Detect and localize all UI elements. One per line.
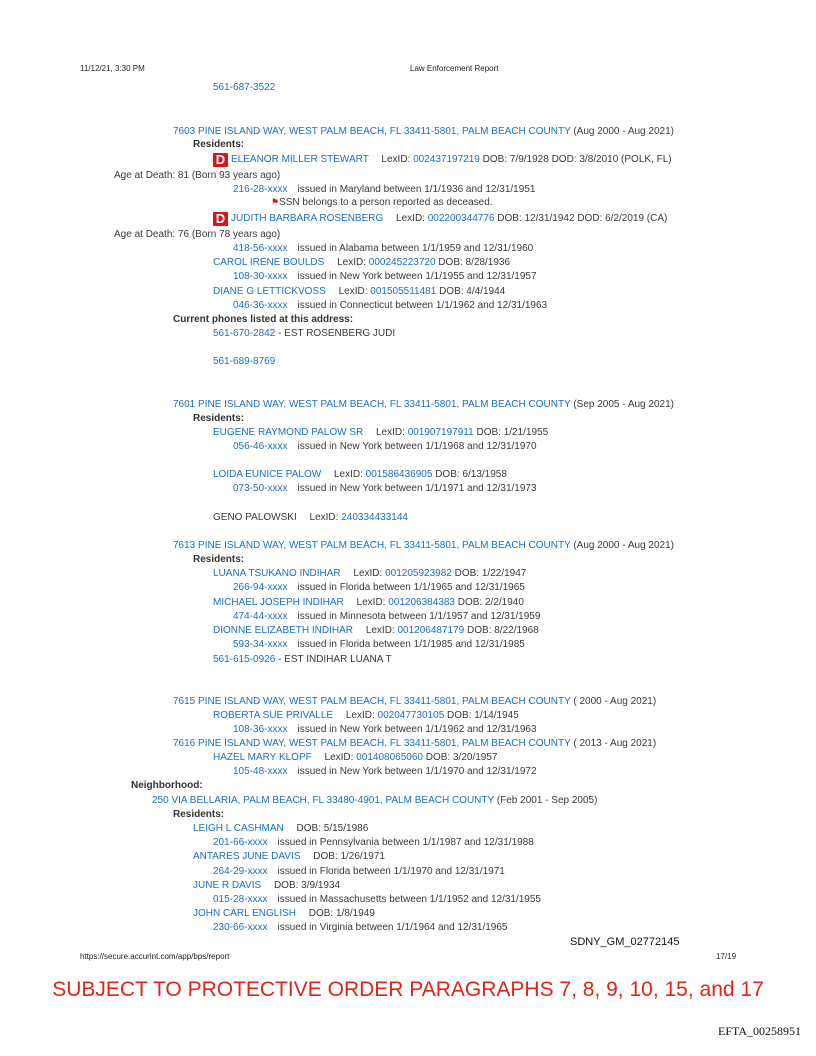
efta-number: EFTA_00258951 xyxy=(718,1024,802,1038)
ssn-info: issued in Alabama between 1/1/1959 and 12/31/1960 xyxy=(297,243,534,254)
ssn-row xyxy=(213,922,507,933)
lexid-link[interactable]: 001206384383 xyxy=(388,597,455,608)
lexid-link[interactable]: 001206487179 xyxy=(397,625,465,636)
resident-row xyxy=(193,851,385,862)
ssn-link[interactable]: 266-94-xxxx xyxy=(233,582,288,593)
ssn-link[interactable]: 056-46-xxxx xyxy=(233,441,288,452)
deceased-note: SSN belongs to a person reported as deceased. xyxy=(279,197,493,208)
ssn-row xyxy=(213,866,505,877)
lexid-label: LexID: xyxy=(337,257,367,268)
ssn-info: issued in New York between 1/1/1968 and 12/31/1970 xyxy=(297,441,537,452)
ssn-link[interactable]: 108-30-xxxx xyxy=(233,271,288,282)
dob: DOB: 1/8/1949 xyxy=(308,908,375,919)
address-dates: (Sep 2005 - Aug 2021) xyxy=(573,399,674,410)
red-flag-icon: ⚑ xyxy=(271,197,280,207)
residents-label: Residents: xyxy=(193,413,245,424)
ssn-row xyxy=(233,300,547,311)
ssn-link[interactable]: 216-28-xxxx xyxy=(233,184,288,195)
lexid-label: LexID: xyxy=(338,286,368,297)
resident-name-link[interactable]: MICHAEL JOSEPH INDIHAR xyxy=(213,597,344,608)
dob: DOB: 6/13/1958 xyxy=(435,469,507,480)
resident-row xyxy=(193,908,375,919)
ssn-row xyxy=(233,766,537,777)
dob: DOB: 1/22/1947 xyxy=(454,568,527,579)
resident-name-link[interactable]: LEIGH L CASHMAN xyxy=(193,823,284,834)
ssn-link[interactable]: 593-34-xxxx xyxy=(233,639,288,650)
dob: DOB: 1/21/1955 xyxy=(476,427,549,438)
ssn-link[interactable]: 264-29-xxxx xyxy=(213,866,268,877)
resident-name-link[interactable]: ELEANOR MILLER STEWART xyxy=(231,154,369,165)
resident-name-link[interactable]: DIONNE ELIZABETH INDIHAR xyxy=(213,625,354,636)
dob: DOB: 3/20/1957 xyxy=(425,752,498,763)
resident-row xyxy=(193,880,340,891)
resident-name-link[interactable]: CAROL IRENE BOULDS xyxy=(213,257,325,268)
dob: DOB: 4/4/1944 xyxy=(439,286,506,297)
address-link[interactable]: 7616 PINE ISLAND WAY, WEST PALM BEACH, FL 33411-5801, PALM BEACH COUNTY xyxy=(173,738,571,749)
resident-row xyxy=(213,710,519,721)
ssn-link[interactable]: 046-36-xxxx xyxy=(233,300,288,311)
residents-label: Residents: xyxy=(193,554,245,565)
protective-order-notice: SUBJECT TO PROTECTIVE ORDER PARAGRAPHS 7, 8, 9, 10, 15, and 17 xyxy=(52,978,764,1001)
ssn-link[interactable]: 230-66-xxxx xyxy=(213,922,268,933)
ssn-link[interactable]: 418-56-xxxx xyxy=(233,243,288,254)
resident-row xyxy=(213,153,672,167)
resident-row xyxy=(213,212,667,226)
dob: DOB: 5/15/1986 xyxy=(296,823,369,834)
lexid-link[interactable]: 000245223720 xyxy=(368,257,436,268)
resident-row xyxy=(193,823,368,834)
address-block xyxy=(173,738,656,749)
address-link[interactable]: 7603 PINE ISLAND WAY, WEST PALM BEACH, FL 33411-5801, PALM BEACH COUNTY xyxy=(173,126,571,137)
resident-name-link[interactable]: DIANE G LETTICKVOSS xyxy=(213,286,326,297)
ssn-info: issued in Florida between 1/1/1985 and 12/31/1985 xyxy=(297,639,525,650)
print-datetime: 11/12/21, 3:30 PM xyxy=(80,64,145,73)
address-block xyxy=(152,795,597,806)
address-block xyxy=(173,540,674,551)
resident-row xyxy=(213,469,507,480)
lexid-link[interactable]: 002047730105 xyxy=(377,710,445,721)
lexid-label: LexID: xyxy=(365,625,395,636)
dob-dod: DOB: 12/31/1942 DOD: 6/2/2019 (CA) xyxy=(497,213,668,224)
ssn-row xyxy=(233,483,537,494)
report-title: Law Enforcement Report xyxy=(410,64,499,73)
address-link[interactable]: 7601 PINE ISLAND WAY, WEST PALM BEACH, FL 33411-5801, PALM BEACH COUNTY xyxy=(173,399,571,410)
lexid-label: LexID: xyxy=(376,427,405,438)
resident-row xyxy=(213,625,539,636)
ssn-row xyxy=(233,243,533,254)
resident-row xyxy=(213,427,548,438)
ssn-link[interactable]: 105-48-xxxx xyxy=(233,766,288,777)
ssn-row xyxy=(213,894,541,905)
ssn-row xyxy=(213,837,534,848)
lexid-link[interactable]: 002437197219 xyxy=(413,154,480,165)
resident-row xyxy=(213,512,408,523)
lexid-link[interactable]: 240334433144 xyxy=(341,512,408,523)
phone-link[interactable]: 561-670-2842 xyxy=(213,328,276,339)
address-link[interactable]: 7613 PINE ISLAND WAY, WEST PALM BEACH, FL 33411-5801, PALM BEACH COUNTY xyxy=(173,540,571,551)
ssn-info: issued in Maryland between 1/1/1936 and 12/31/1951 xyxy=(297,184,536,195)
lexid-link[interactable]: 001907197911 xyxy=(407,427,474,438)
phone-owner: - EST ROSENBERG JUDI xyxy=(275,328,396,339)
ssn-link[interactable]: 015-28-xxxx xyxy=(213,894,268,905)
resident-name-link[interactable]: EUGENE RAYMOND PALOW SR xyxy=(213,427,364,438)
phone-link[interactable]: 561-687-3522 xyxy=(213,82,276,93)
dob: DOB: 1/14/1945 xyxy=(447,710,519,721)
resident-name-link[interactable]: LUANA TSUKANO INDIHAR xyxy=(213,568,341,579)
dob: DOB: 1/26/1971 xyxy=(313,851,385,862)
ssn-row xyxy=(233,441,537,452)
ssn-row xyxy=(233,639,525,650)
lexid-label: LexID: xyxy=(396,213,425,224)
lexid-link[interactable]: 001408065060 xyxy=(356,752,423,763)
lexid-label: LexID: xyxy=(381,154,411,165)
dob: DOB: 2/2/1940 xyxy=(457,597,524,608)
lexid-label: LexID: xyxy=(345,710,375,721)
address-link[interactable]: 7615 PINE ISLAND WAY, WEST PALM BEACH, FL 33411-5801, PALM BEACH COUNTY xyxy=(173,696,571,707)
address-block xyxy=(173,126,674,137)
ssn-link[interactable]: 474-44-xxxx xyxy=(233,611,288,622)
ssn-row xyxy=(233,184,535,195)
ssn-info: issued in Massachusetts between 1/1/1952 and 12/31/1955 xyxy=(277,894,541,905)
lexid-link[interactable]: 001505511481 xyxy=(370,286,437,297)
ssn-link[interactable]: 108-36-xxxx xyxy=(233,724,288,735)
resident-name: GENO PALOWSKI xyxy=(213,512,297,523)
phone-owner: - EST INDIHAR LUANA T xyxy=(275,654,392,665)
age-at-death: Age at Death: 76 (Born 78 years ago) xyxy=(114,229,281,240)
address-dates: ( 2000 - Aug 2021) xyxy=(573,696,657,707)
residents-label: Residents: xyxy=(173,809,225,820)
resident-name-link[interactable]: ROBERTA SUE PRIVALLE xyxy=(213,710,334,721)
ssn-info: issued in Minnesota between 1/1/1957 and 12/31/1959 xyxy=(297,611,541,622)
dob-dod: DOB: 7/9/1928 DOD: 3/8/2010 (POLK, FL) xyxy=(482,154,672,165)
ssn-row xyxy=(233,582,525,593)
deceased-d-icon: D xyxy=(213,153,228,167)
resident-row xyxy=(213,597,524,608)
address-block xyxy=(173,399,674,410)
address-dates: (Aug 2000 - Aug 2021) xyxy=(573,126,674,137)
resident-name-link[interactable]: ANTARES JUNE DAVIS xyxy=(193,851,301,862)
ssn-row xyxy=(233,271,537,282)
resident-row xyxy=(213,568,526,579)
current-phones-label: Current phones listed at this address: xyxy=(173,314,354,325)
page-number: 17/19 xyxy=(716,952,737,961)
age-at-death: Age at Death: 81 (Born 93 years ago) xyxy=(114,170,281,181)
lexid-link[interactable]: 002200344776 xyxy=(427,213,495,224)
resident-name-link[interactable]: JOHN CARL ENGLISH xyxy=(193,908,296,919)
deceased-d-icon: D xyxy=(213,212,228,226)
ssn-info: issued in New York between 1/1/1971 and 12/31/1973 xyxy=(297,483,537,494)
phone-row xyxy=(213,328,395,339)
address-link[interactable]: 250 VIA BELLARIA, PALM BEACH, FL 33480-4901, PALM BEACH COUNTY xyxy=(152,795,495,806)
phone-row xyxy=(213,654,392,665)
lexid-label: LexID: xyxy=(333,469,363,480)
ssn-info: issued in New York between 1/1/1962 and 12/31/1963 xyxy=(297,724,537,735)
lexid-link[interactable]: 001205923982 xyxy=(385,568,452,579)
ssn-info: issued in Florida between 1/1/1965 and 12/31/1965 xyxy=(297,582,525,593)
lexid-label: LexID: xyxy=(324,752,354,763)
address-block xyxy=(173,696,656,707)
resident-row xyxy=(213,286,505,297)
resident-name-link[interactable]: HAZEL MARY KLOPF xyxy=(213,752,312,763)
ssn-info: issued in Virginia between 1/1/1964 and 12/31/1965 xyxy=(277,922,508,933)
ssn-link[interactable]: 201-66-xxxx xyxy=(213,837,268,848)
lexid-label: LexID: xyxy=(309,512,339,523)
resident-row xyxy=(213,257,510,268)
ssn-link[interactable]: 073-50-xxxx xyxy=(233,483,288,494)
bates-number: SDNY_GM_02772145 xyxy=(570,936,680,948)
ssn-info: issued in Connecticut between 1/1/1962 and 12/31/1963 xyxy=(297,300,548,311)
ssn-row xyxy=(233,724,537,735)
ssn-info: issued in Florida between 1/1/1970 and 12/31/1971 xyxy=(277,866,505,877)
address-dates: ( 2013 - Aug 2021) xyxy=(573,738,657,749)
lexid-label: LexID: xyxy=(353,568,383,579)
residents-label: Residents: xyxy=(193,139,245,150)
address-dates: (Feb 2001 - Sep 2005) xyxy=(496,795,598,806)
lexid-link[interactable]: 001586436905 xyxy=(365,469,433,480)
ssn-info: issued in New York between 1/1/1955 and 12/31/1957 xyxy=(297,271,537,282)
resident-name-link[interactable]: JUDITH BARBARA ROSENBERG xyxy=(231,213,384,224)
resident-name-link[interactable]: LOIDA EUNICE PALOW xyxy=(213,469,322,480)
resident-name-link[interactable]: JUNE R DAVIS xyxy=(193,880,262,891)
dob: DOB: 3/9/1934 xyxy=(273,880,341,891)
footer-url: https://secure.accurint.com/app/bps/report xyxy=(80,952,230,961)
phone-link[interactable]: 561-615-0926 xyxy=(213,654,276,665)
ssn-row xyxy=(233,611,540,622)
lexid-label: LexID: xyxy=(356,597,386,608)
ssn-info: issued in New York between 1/1/1970 and 12/31/1972 xyxy=(297,766,537,777)
resident-row xyxy=(213,752,497,763)
dob: DOB: 8/22/1968 xyxy=(467,625,539,636)
ssn-info: issued in Pennsylvania between 1/1/1987 and 12/31/1988 xyxy=(277,837,534,848)
address-dates: (Aug 2000 - Aug 2021) xyxy=(573,540,674,551)
deceased-note-row xyxy=(271,197,493,208)
dob: DOB: 8/28/1936 xyxy=(438,257,511,268)
neighborhood-label: Neighborhood: xyxy=(131,780,203,791)
phone-link[interactable]: 561-689-8769 xyxy=(213,356,276,367)
